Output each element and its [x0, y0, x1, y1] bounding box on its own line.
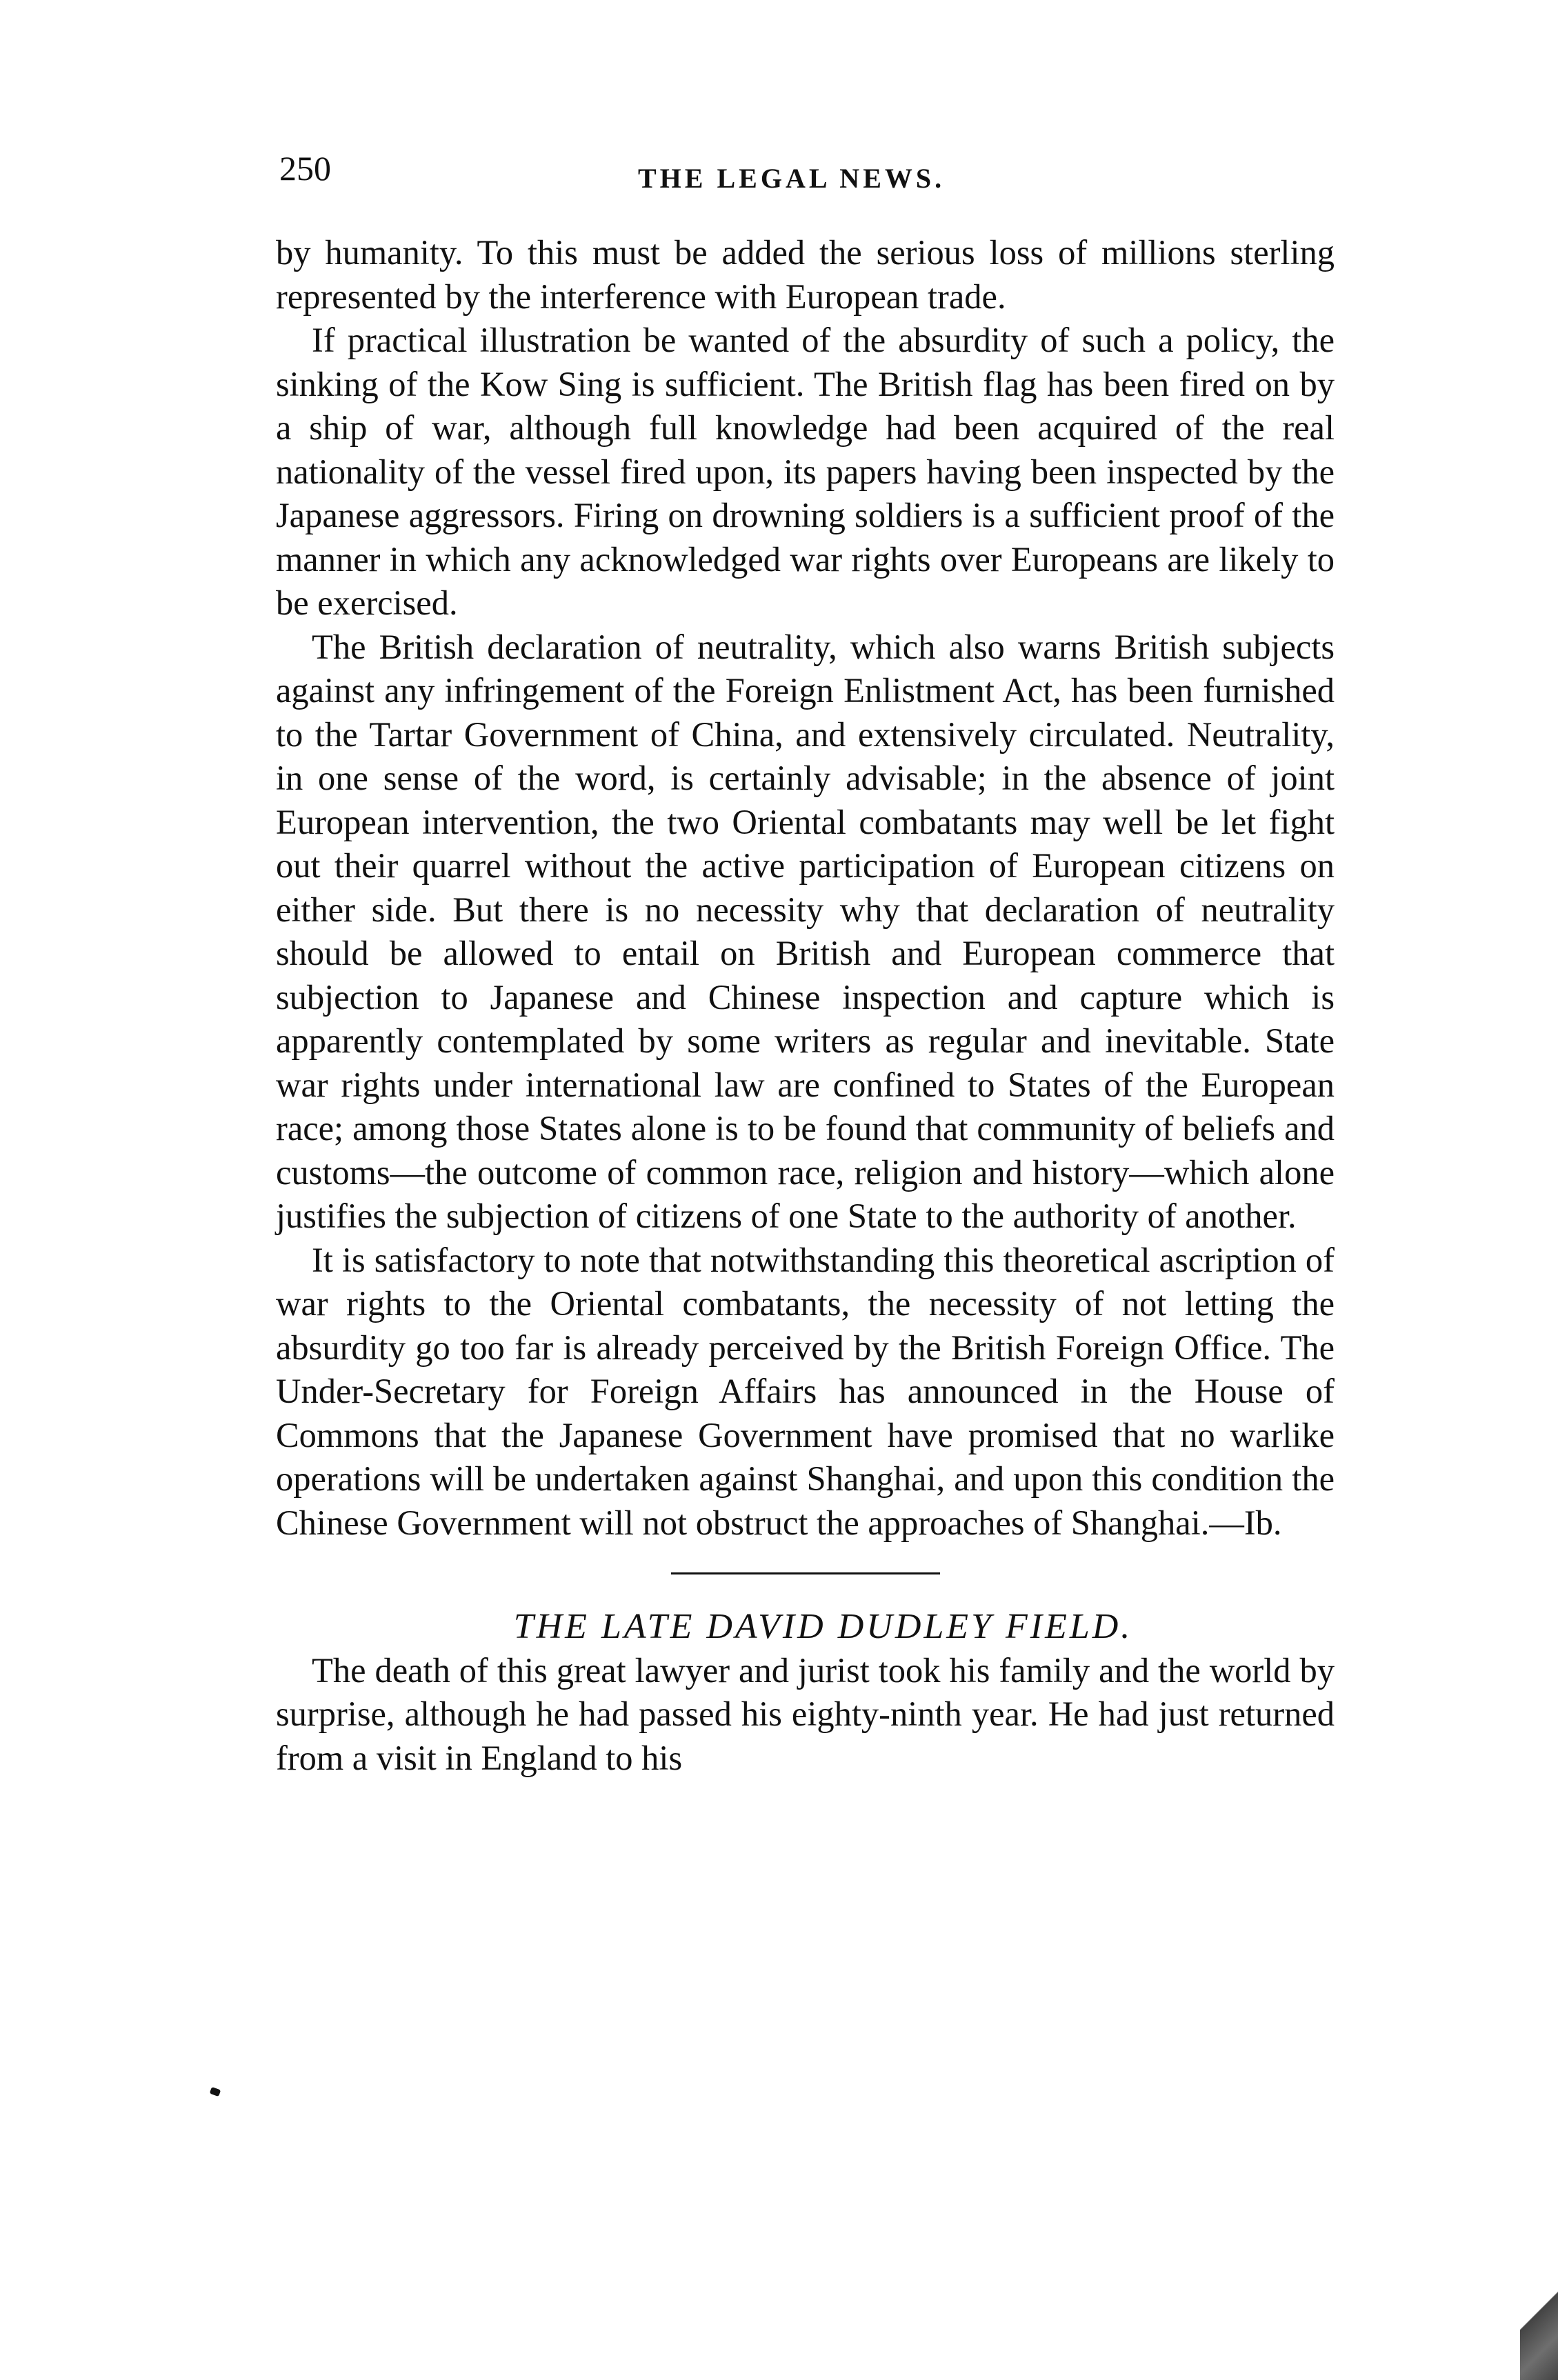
section-title: THE LATE DAVID DUDLEY FIELD.	[513, 1607, 1133, 1646]
section-divider	[671, 1572, 940, 1574]
article-body	[276, 231, 1335, 1780]
page-header	[279, 148, 1335, 203]
paragraph: It is satisfactory to note that notwithstanding this theoretical ascription of war rights to the Oriental combatants, the necessity of not letting the absurdity go too far is already perceived by the British Foreign Office. The Under-Secretary for Foreign Affairs has announced in the House of Commons that the Japanese Government have promised that no warlike operations will be undertaken against Shanghai, and upon this condition the Chinese Government will not obstruct the approaches of Shanghai.—Ib.	[276, 1240, 1335, 1542]
page-corner-smudge	[1520, 2270, 1558, 2380]
running-head: THE LEGAL NEWS.	[638, 163, 946, 194]
ink-mark	[210, 2087, 221, 2097]
paragraph: If practical illustration be wanted of the absurdity of such a policy, the sinking of the Kow Sing is sufficient. The British flag has been fired on by a ship of war, although full knowledge had been acquired of the real nationality of the vessel fired upon, its papers having been inspected by the Japanese aggressors. Firing on drowning soldiers is a sufficient proof of the manner in which any acknowledged war rights over Europeans are likely to be exercised.	[276, 321, 1335, 622]
page-number: 250	[279, 149, 331, 188]
paragraph: The British declaration of neutrality, which also warns British subjects against any infringement of the Foreign Enlistment Act, has been furnished to the Tartar Government of China, and extensively circulated. Neutrality, in one sense of the word, is certainly advisable; in the absence of joint European intervention, the two Oriental combatants may well be let fight out their quarrel without the active participation of European citizens on either side. But there is no necessity why that declaration of neutrality should be allowed to entail on British and European commerce that subjection to Japanese and Chinese inspection and capture which is apparently contemplated by some writers as regular and inevitable. State war rights under international law are confined to States of the European race; among those States alone is to be found that community of beliefs and customs—the outcome of common race, religion and history—which alone justifies the subjection of citizens of one State to the authority of another.	[276, 627, 1335, 1235]
paragraph: by humanity. To this must be added the serious loss of millions sterling represented by the interference with European trade.	[276, 233, 1335, 316]
paragraph: The death of this great lawyer and jurist took his family and the world by surprise, although he had passed his eighty-ninth year. He had just returned from a visit in England to his	[276, 1650, 1335, 1777]
